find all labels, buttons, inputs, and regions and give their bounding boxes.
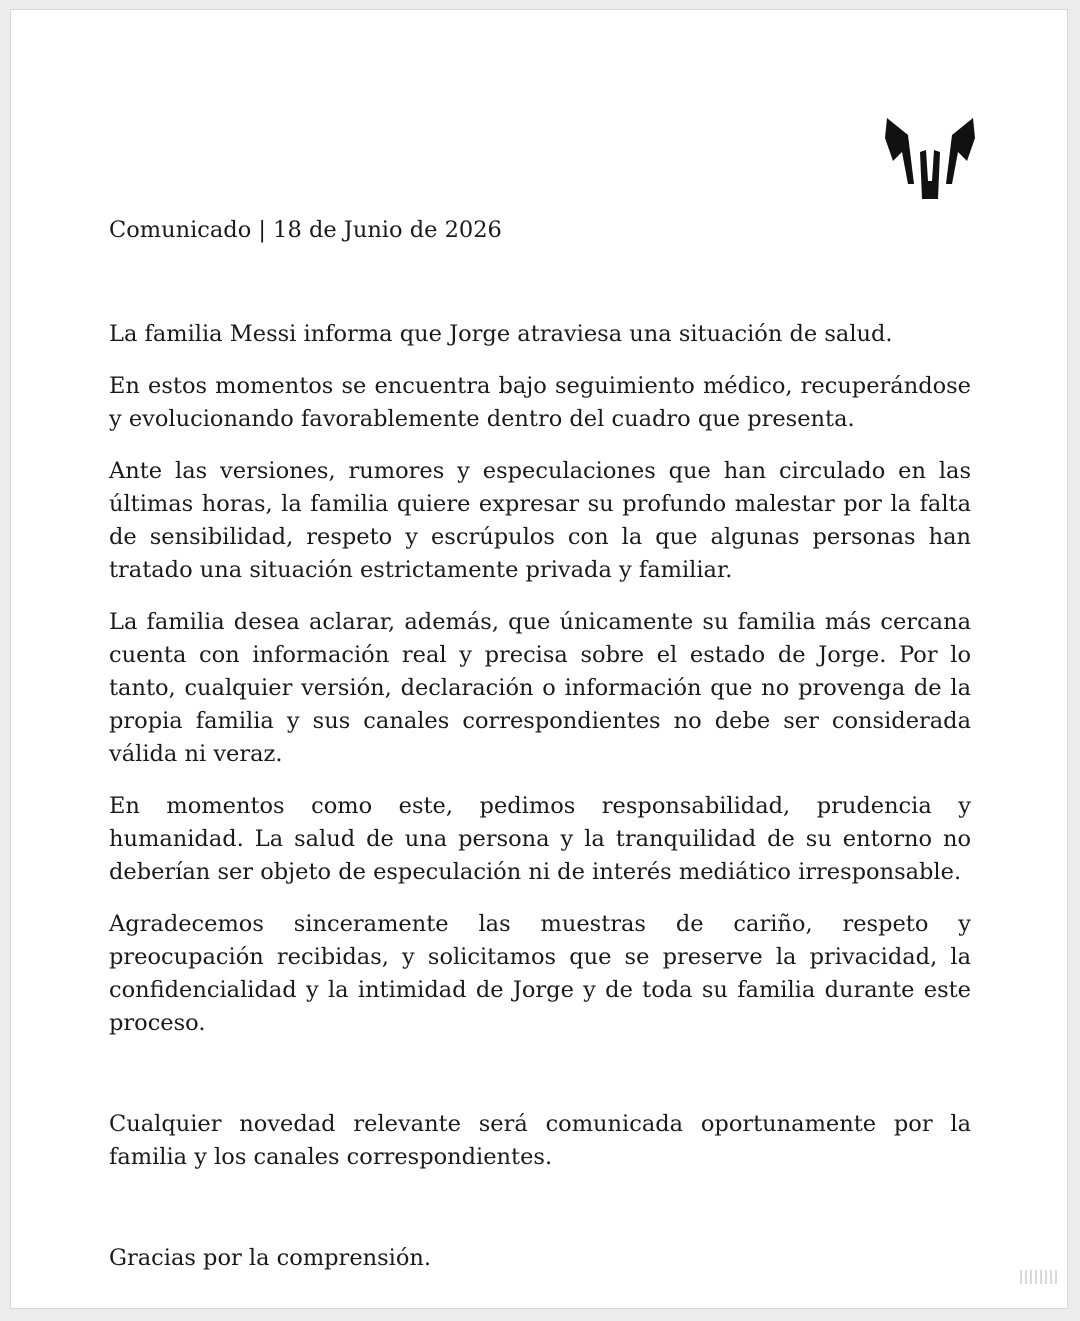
paragraph-clarification: La familia desea aclarar, además, que únicamente su familia más cercana cuenta con información real y precisa sobre el estado de Jorge. Por lo tanto, cualquier versión, declaración o información que no provenga de la propia familia y sus canales correspondientes no debe ser considerada válida ni veraz.	[109, 609, 971, 767]
paragraph-status: En estos momentos se encuentra bajo seguimiento médico, recuperándose y evolucionando favorablemente dentro del cuadro que presenta.	[109, 373, 971, 432]
paragraph-updates: Cualquier novedad relevante será comunicada oportunamente por la familia y los canales correspondientes.	[109, 1111, 971, 1170]
header-separator: |	[258, 217, 266, 243]
watermark-mark	[1020, 1270, 1057, 1284]
document-page	[10, 9, 1068, 1309]
header-line	[109, 214, 971, 247]
paragraph-request: En momentos como este, pedimos responsabilidad, prudencia y humanidad. La salud de una persona y la tranquilidad de su entorno no deberían ser objeto de especulación ni de interés mediático irresponsable.	[109, 793, 971, 885]
letter-content	[109, 214, 971, 1275]
header-date: 18 de Junio de 2026	[273, 217, 502, 243]
header-label: Comunicado	[109, 217, 252, 243]
messi-logo-icon	[884, 111, 976, 199]
paragraph-thanks: Agradecemos sinceramente las muestras de cariño, respeto y preocupación recibidas, y solicitamos que se preserve la privacidad, la confidencialidad y la intimidad de Jorge y de toda su familia durante este proceso.	[109, 911, 971, 1036]
paragraph-closing: Gracias por la comprensión.	[109, 1245, 432, 1271]
paragraph-intro: La familia Messi informa que Jorge atraviesa una situación de salud.	[109, 321, 893, 347]
paragraph-rumors: Ante las versiones, rumores y especulaciones que han circulado en las últimas horas, la familia quiere expresar su profundo malestar por la falta de sensibilidad, respeto y escrúpulos con la que algunas personas han tratado una situación estrictamente privada y familiar.	[109, 458, 971, 583]
